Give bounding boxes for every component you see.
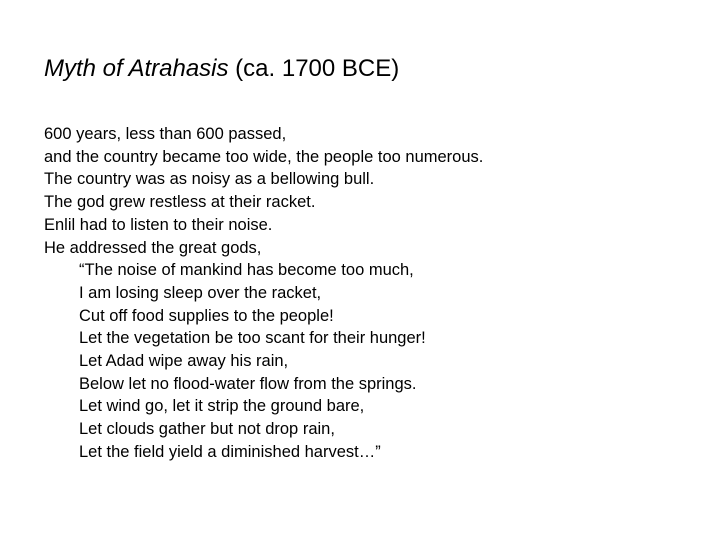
body-line: The country was as noisy as a bellowing bull. — [44, 170, 375, 189]
body-line: He addressed the great gods, — [44, 238, 262, 257]
quote-line: “The noise of mankind has become too much, — [79, 261, 414, 280]
body-line: and the country became too wide, the people too numerous. — [44, 147, 484, 166]
body-line: The god grew restless at their racket. — [44, 193, 316, 212]
quote-line: Let the field yield a diminished harvest…” — [79, 442, 381, 461]
quote-line: Let wind go, let it strip the ground bare, — [79, 397, 365, 416]
slide-body — [44, 123, 483, 464]
quote-line: Let the vegetation be too scant for their hunger! — [79, 329, 426, 348]
quote-line: I am losing sleep over the racket, — [79, 283, 322, 302]
quote-line: Let clouds gather but not drop rain, — [79, 420, 335, 439]
quote-line: Cut off food supplies to the people! — [79, 306, 334, 325]
title-italic: Myth of Atrahasis — [44, 55, 229, 82]
title-rest: (ca. 1700 BCE) — [228, 55, 400, 82]
slide-title — [44, 52, 399, 86]
body-line: 600 years, less than 600 passed, — [44, 125, 287, 143]
body-line: Enlil had to listen to their noise. — [44, 215, 273, 234]
quote-line: Let Adad wipe away his rain, — [79, 352, 289, 371]
quote-line: Below let no flood-water flow from the springs. — [79, 374, 417, 393]
